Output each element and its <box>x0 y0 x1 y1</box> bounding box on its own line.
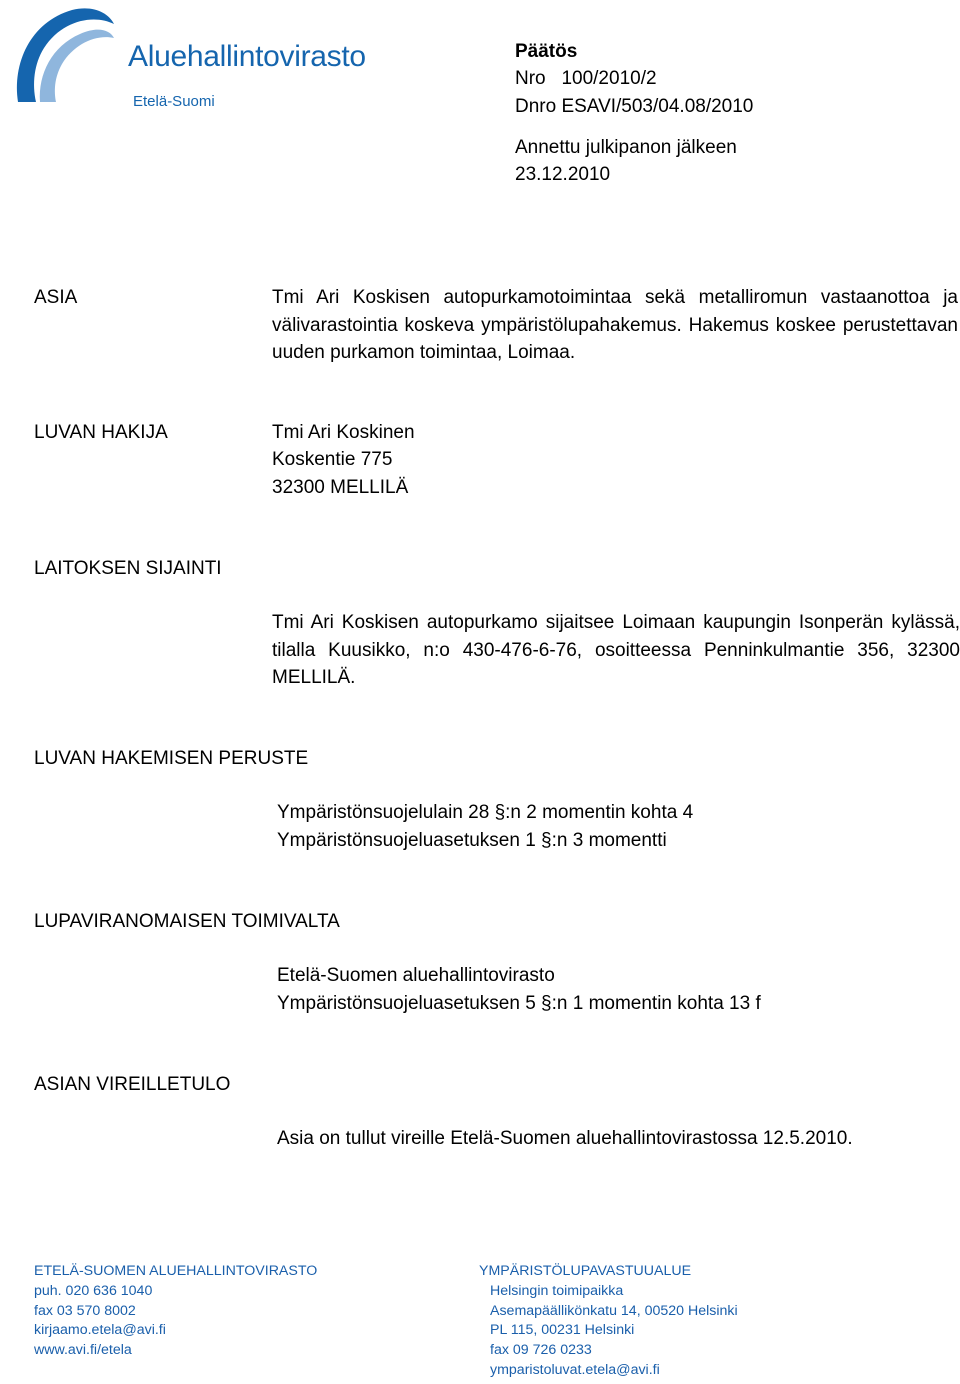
section-label-peruste: LUVAN HAKEMISEN PERUSTE <box>34 748 309 769</box>
basis-line-1: Ympäristönsuojelulain 28 §:n 2 momentin kohta 4 <box>277 802 694 823</box>
applicant-name: Tmi Ari Koskinen <box>272 422 415 443</box>
logo-name: Aluehallintovirasto <box>128 40 366 73</box>
section-label-vireilletulo: ASIAN VIREILLETULO <box>34 1074 231 1095</box>
applicant-postcode: 32300 MELLILÄ <box>272 477 409 498</box>
section-text-vireilletulo: Asia on tullut vireille Etelä-Suomen aluehallintovirastossa 12.5.2010. <box>277 1128 853 1149</box>
section-text-sijainti: Tmi Ari Koskisen autopurkamo sijaitsee Loimaan kaupungin Isonperän kylässä, tilalla Kuusikko, n:o 430-476-6-76, osoitteessa Penninkulmantie 356, 32300 MELLILÄ. <box>272 612 960 688</box>
logo-emblem-icon <box>10 4 120 108</box>
issue-note: Annettu julkipanon jälkeen <box>515 137 737 158</box>
logo <box>10 4 390 114</box>
logo-region: Etelä-Suomi <box>133 93 215 110</box>
footer-phone: puh. 020 636 1040 <box>34 1282 153 1299</box>
section-label-hakija: LUVAN HAKIJA <box>34 422 168 443</box>
footer-fax: fax 03 570 8002 <box>34 1302 136 1319</box>
footer-unit-title: YMPÄRISTÖLUPAVASTUUALUE <box>479 1263 692 1279</box>
applicant-street: Koskentie 775 <box>272 449 393 470</box>
basis-line-2: Ympäristönsuojeluasetuksen 1 §:n 3 momentti <box>277 830 667 851</box>
footer-org-title: ETELÄ-SUOMEN ALUEHALLINTOVIRASTO <box>34 1263 318 1279</box>
authority-line-2: Ympäristönsuojeluasetuksen 5 §:n 1 momentin kohta 13 f <box>277 993 761 1014</box>
issue-date: 23.12.2010 <box>515 164 611 185</box>
doc-number: Nro 100/2010/2 <box>515 68 657 89</box>
authority-line-1: Etelä-Suomen aluehallintovirasto <box>277 965 555 986</box>
footer-right <box>479 1262 738 1381</box>
footer-left <box>34 1262 317 1361</box>
footer-unit-email-link[interactable]: ymparistoluvat.etela@avi.fi <box>490 1361 660 1378</box>
footer-website: www.avi.fi/etela <box>34 1342 132 1359</box>
footer-po-box: PL 115, 00231 Helsinki <box>490 1322 635 1339</box>
doc-type: Päätös <box>515 41 578 62</box>
footer-street: Asemapäällikönkatu 14, 00520 Helsinki <box>490 1302 738 1319</box>
footer-email: kirjaamo.etela@avi.fi <box>34 1322 166 1339</box>
section-label-asia: ASIA <box>34 287 78 308</box>
doc-dnro: Dnro ESAVI/503/04.08/2010 <box>515 96 754 117</box>
section-label-sijainti: LAITOKSEN SIJAINTI <box>34 558 222 579</box>
footer-unit-fax: fax 09 726 0233 <box>490 1342 592 1359</box>
footer-office: Helsingin toimipaikka <box>490 1282 624 1299</box>
section-label-toimivalta: LUPAVIRANOMAISEN TOIMIVALTA <box>34 911 340 932</box>
section-text-asia: Tmi Ari Koskisen autopurkamotoimintaa sekä metalliromun vastaanottoa ja välivarastointia koskeva ympäristölupahakemus. Hakemus koskee perustettavan uuden purkamon toimintaa, Loimaa. <box>272 287 958 363</box>
